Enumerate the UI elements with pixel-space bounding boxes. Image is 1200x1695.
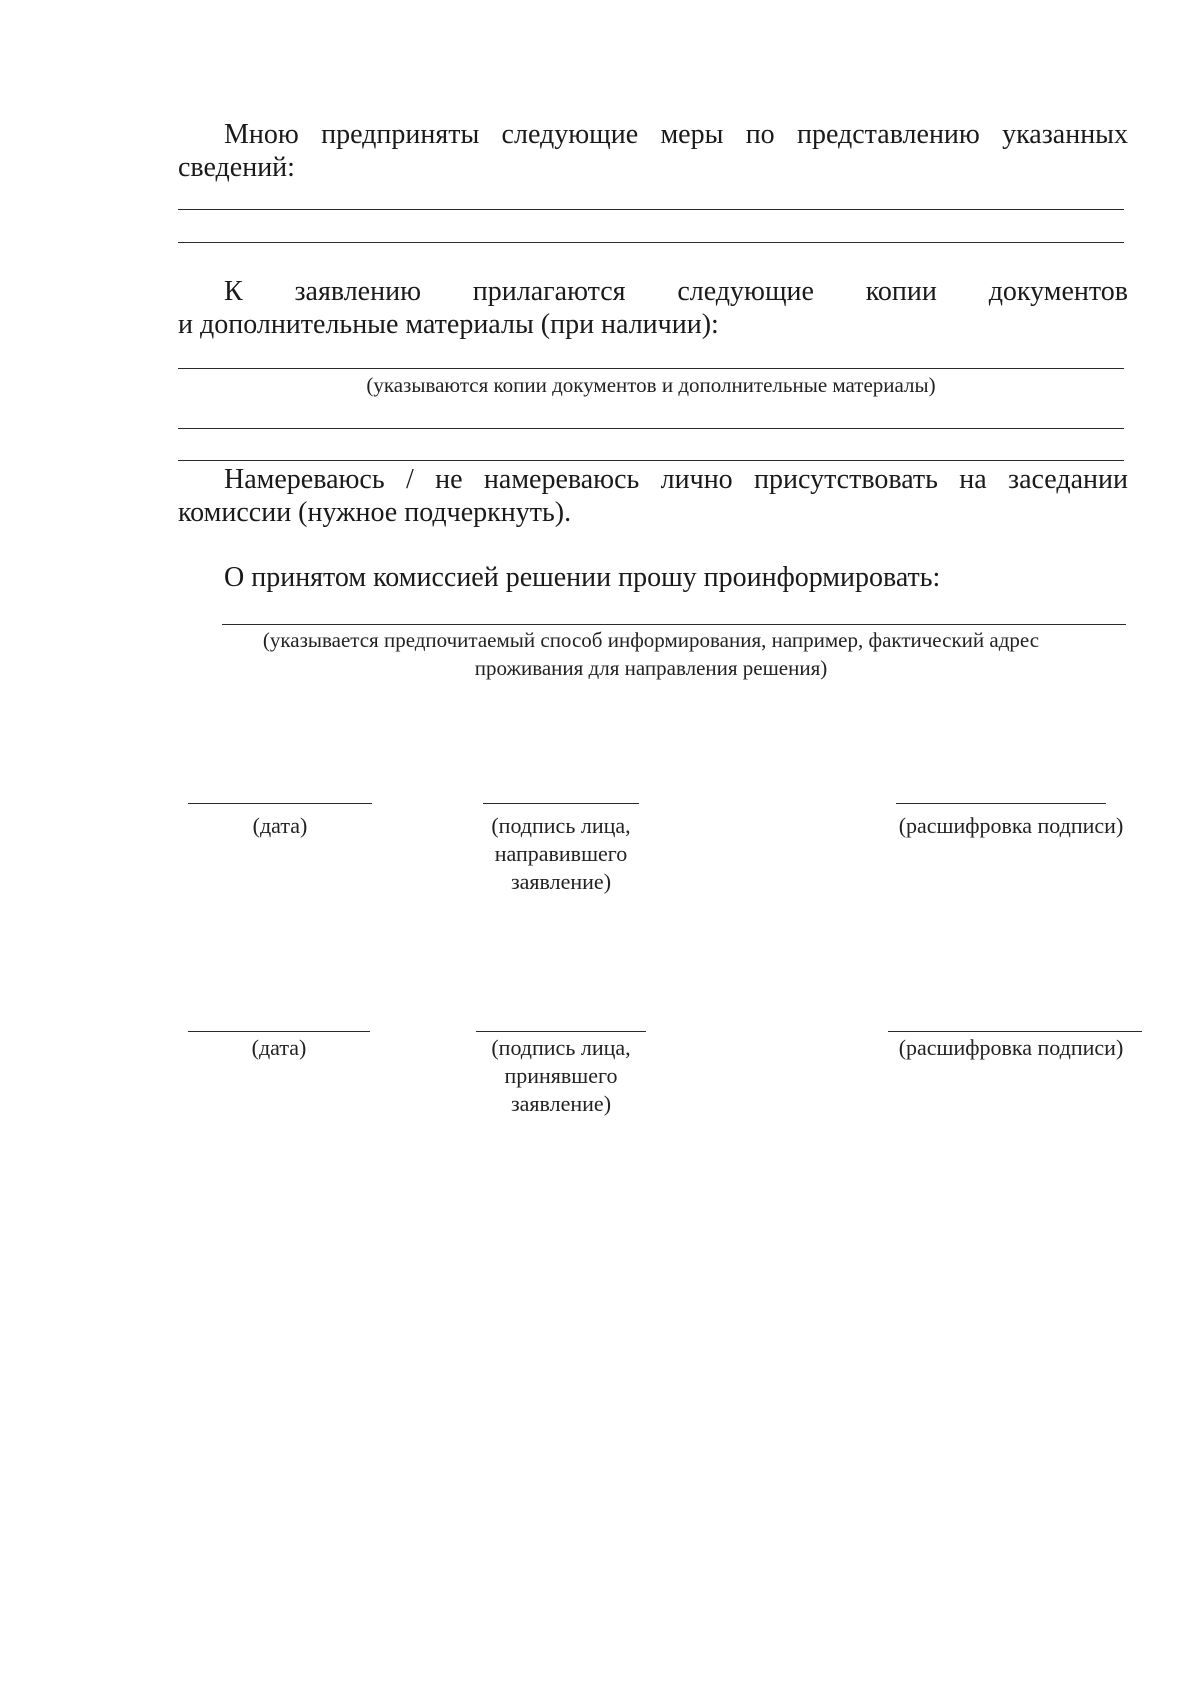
inform-hint-line1: (указывается предпочитаемый способ информирования, например, фактический адрес [262,628,1040,652]
receiver-signature-label-line1: (подпись лица, [491,1035,631,1060]
sender-signature-label-line1: (подпись лица, [491,813,631,838]
attachments-fill-line-3[interactable] [178,460,1124,461]
sender-signature-label-line2: направившего [494,841,628,866]
attachments-paragraph-line1: К заявлению прилагаются следующие копии документов [224,276,1128,307]
receiver-signature-label-line3: заявление) [510,1091,612,1116]
measures-fill-line-2[interactable] [178,242,1124,243]
attachments-hint: (указываются копии документов и дополнительные материалы) [366,373,936,397]
measures-paragraph-line1: Мною предприняты следующие меры по представлению указанных [224,119,1128,150]
sender-date-line[interactable] [188,803,372,804]
receiver-decoding-label: (расшифровка подписи) [898,1035,1124,1060]
attachments-fill-line-1[interactable] [178,368,1124,369]
sender-decoding-label: (расшифровка подписи) [898,813,1124,838]
sender-signature-line[interactable] [483,803,639,804]
receiver-date-line[interactable] [188,1031,370,1032]
attendance-paragraph-line2: комиссии (нужное подчеркнуть). [178,497,572,528]
inform-paragraph: О принятом комиссией решении прошу проинформировать: [224,562,941,593]
measures-fill-line-1[interactable] [178,209,1124,210]
sender-signature-label-line3: заявление) [510,869,612,894]
attachments-fill-line-2[interactable] [178,428,1124,429]
receiver-signature-label-line2: принявшего [504,1063,618,1088]
attachments-paragraph-line2: и дополнительные материалы (при наличии): [178,309,719,340]
inform-hint-line2: проживания для направления решения) [474,656,828,680]
attendance-paragraph-line1: Намереваюсь / не намереваюсь лично присутствовать на заседании [224,464,1128,495]
receiver-decoding-line[interactable] [888,1031,1142,1032]
receiver-date-label: (дата) [251,1035,307,1060]
receiver-signature-line[interactable] [476,1031,646,1032]
measures-paragraph-line2: сведений: [178,152,295,183]
sender-decoding-line[interactable] [896,803,1106,804]
sender-date-label: (дата) [252,813,308,838]
inform-fill-line[interactable] [222,624,1126,625]
